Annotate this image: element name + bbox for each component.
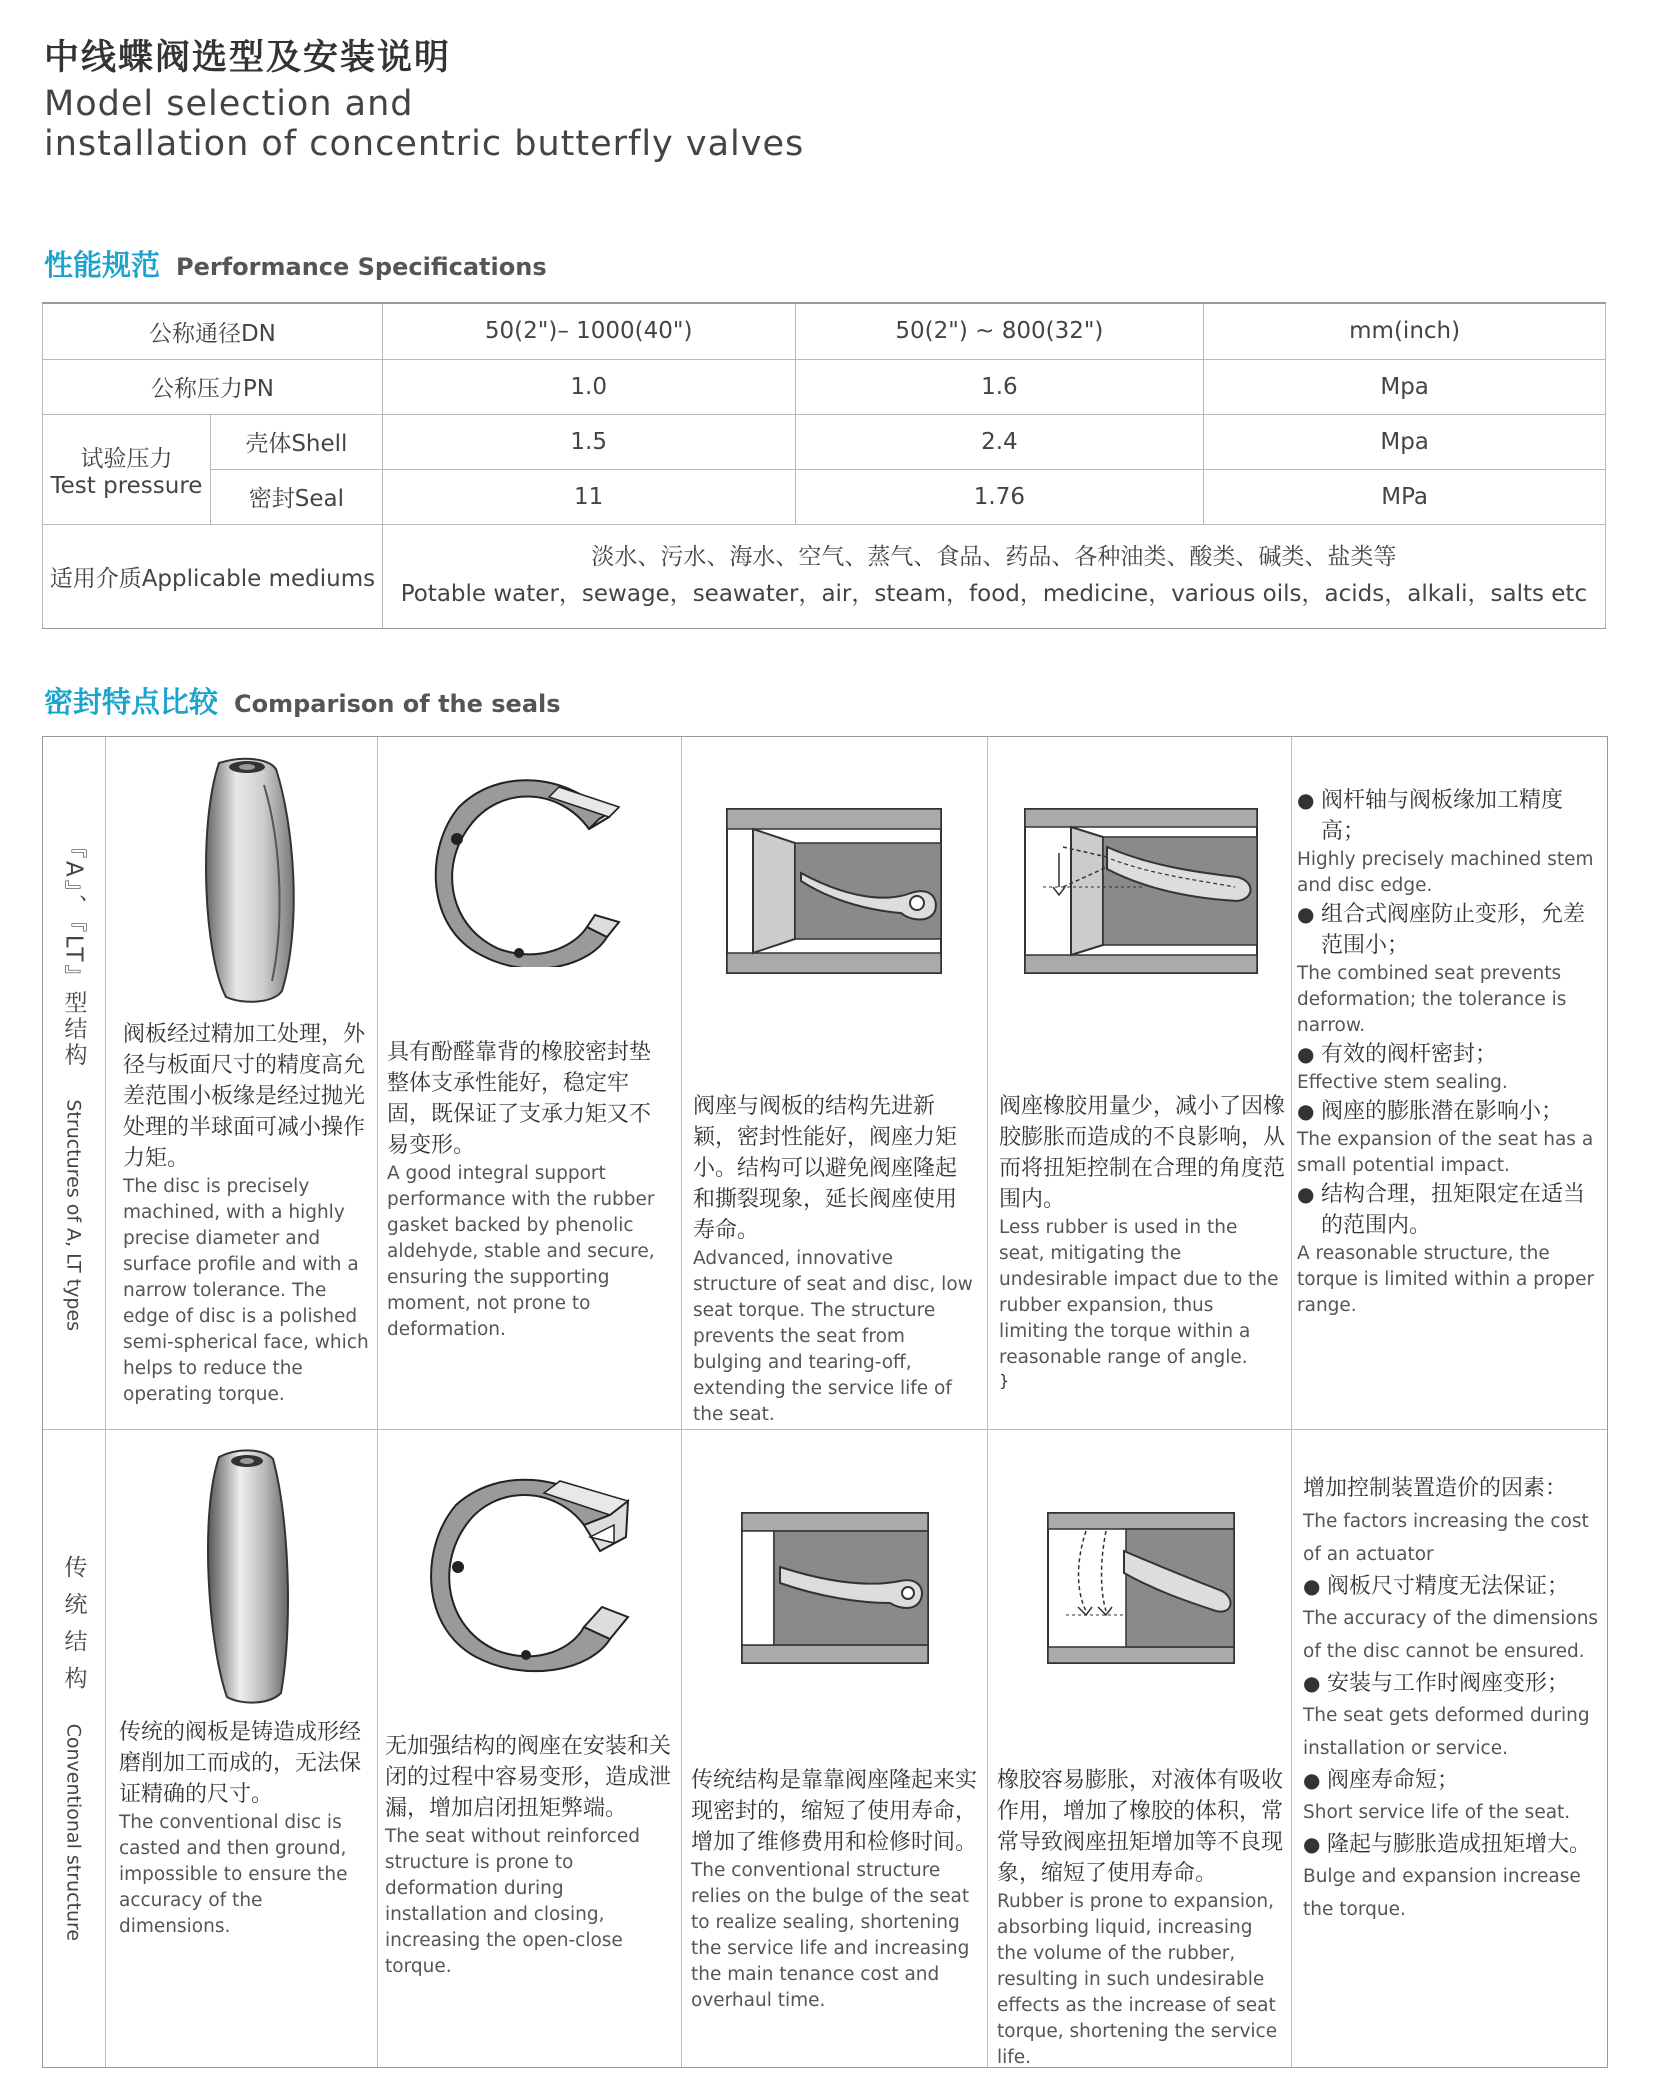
row-a-bullet-5-cn: ● 结构合理，扭矩限定在适当的范围内。 [1297,1179,1597,1241]
test-pressure-label [43,414,211,524]
dn-label: 公称通径DN [43,303,383,359]
comparison-heading [44,680,561,721]
row-b-disc-cn: 传统的阀板是铸造成形经磨削加工而成的，无法保证精确的尺寸。 [119,1720,362,1807]
row-medium [43,524,1606,628]
row-a-bullet-4 [1297,1096,1597,1179]
medium-en: Potable water，sewage，seawater，air，steam，food，medicine，various oils，acids，alkali，salts etc [400,581,1588,607]
row-a-section-cell [687,807,983,1428]
shell-unit: Mpa [1204,414,1606,469]
grid-divider [377,737,378,2067]
row-b-bullet-3-en: Short service life of the seat. [1303,1802,1571,1823]
row-b-bullet-2-cn: ● 安装与工作时阀座变形； [1303,1668,1599,1699]
seat-section-drawing [725,807,945,977]
row-a-summary-cell [1297,785,1597,1319]
row-a-seat-en: A good integral support performance with the rubber gasket backed by phenolic aldehyde, stable and secure, ensuring the supporting moment, not prone to deformation. [387,1163,655,1340]
row-a-seat-cell [381,767,677,1343]
row-b-intro-cn: 增加控制装置造价的因素： [1303,1476,1568,1501]
row-b-side-label [43,1429,105,2067]
seal-value-2: 1.76 [795,469,1204,524]
row-b-bullet-4 [1303,1829,1599,1926]
shell-label: 壳体Shell [210,414,382,469]
row-a-rubber-en: Less rubber is used in the seat, mitigating the undesirable impact due to the rubber expansion, thus limiting the torque within a reasonable range of angle. [999,1217,1279,1368]
row-b-bullet-4-cn: ● 隆起与膨胀造成扭矩增大。 [1303,1829,1599,1860]
dn-value-1: 50(2")– 1000(40") [382,303,795,359]
grid-divider [43,1429,1607,1430]
page-subtitle [44,84,804,164]
test-pressure-cn: 试验压力 [80,445,173,472]
row-b-rubber-en: Rubber is prone to expansion, absorbing liquid, increasing the volume of the rubber, resulting in such undesirable effects as the increase of seat torque, shortening the service life. [997,1891,1278,2068]
row-b-bullet-1-en: The accuracy of the dimensions of the disc cannot be ensured. [1303,1608,1599,1662]
row-a-bullet-3-en: Effective stem sealing. [1297,1072,1508,1093]
row-a-side-label [43,737,105,1429]
row-b-rubber-cn: 橡胶容易膨胀，对液体有吸收作用，增加了橡胶的体积，常常导致阀座扭矩增加等不良现象，缩短了使用寿命。 [997,1768,1284,1886]
shell-value-1: 1.5 [382,414,795,469]
grid-divider [681,737,682,2067]
seat-ring-drawing [419,767,639,967]
row-a-rubber-cell: 阀座橡胶用量少，减小了因橡胶膨胀而造成的不良影响，从而将扭矩控制在合理的角度范围内。 Less rubber is used in the seat, mitigating the undesirable impact due to the rubber expansion, thus limiting the torque within a reasonable range of angle. } [993,807,1289,1390]
shell-value-2: 2.4 [795,414,1204,469]
row-b-bullet-1 [1303,1571,1599,1668]
row-b-intro-en: The factors increasing the cost of an actuator [1303,1511,1589,1565]
row-a-seat-cn: 具有酚醛靠背的橡胶密封垫整体支承性能好，稳定牢固，既保证了支承力矩又不易变形。 [387,1040,652,1158]
comparison-heading-en: Comparison of the seals [234,690,561,718]
row-b-bullet-4-en: Bulge and expansion increase the torque. [1303,1866,1581,1920]
row-a-bullet-5-en: A reasonable structure, the torque is limited within a proper range. [1297,1243,1595,1316]
row-a-bullet-1 [1297,785,1597,899]
seat-section-drawing [740,1511,930,1665]
row-dn [43,303,1606,359]
row-b-side-cn: 传统结构 [60,1554,87,1703]
row-b-side-en: Conventional structure [62,1723,85,1942]
dn-unit: mm(inch) [1204,303,1606,359]
performance-heading [44,243,547,284]
row-shell [43,414,1606,469]
row-b-bullet-1-cn: ● 阀板尺寸精度无法保证； [1303,1571,1599,1602]
row-b-seat-en: The seat without reinforced structure is prone to deformation during installation and closing, increasing the open-close torque. [385,1826,640,1977]
row-b-bullet-2 [1303,1668,1599,1765]
comparison-heading-cn: 密封特点比较 [44,685,219,719]
row-a-bullet-1-en: Highly precisely machined stem and disc edge. [1297,849,1594,896]
row-a-side-text [58,835,91,1331]
row-b-summary-cell [1303,1472,1599,1926]
medium-values [382,524,1605,628]
seal-label: 密封Seal [210,469,382,524]
row-b-disc-en: The conventional disc is casted and then ground, impossible to ensure the accuracy of the dimensions. [119,1812,348,1937]
row-a-section-en: Advanced, innovative structure of seat and disc, low seat torque. The structure prevents the seat from bulging and tearing-off, extending the service life of the seat. [693,1248,973,1425]
rubber-section-drawing [1046,1511,1236,1665]
row-a-bullet-5 [1297,1179,1597,1319]
row-b-bullet-2-en: The seat gets deformed during installation or service. [1303,1705,1590,1759]
seal-value-1: 11 [382,469,795,524]
performance-heading-cn: 性能规范 [44,248,161,282]
row-b-bullet-3-cn: ● 阀座寿命短； [1303,1765,1599,1796]
row-b-disc-cell [115,1447,373,1940]
disc-drawing [169,1447,319,1707]
seat-ring-drawing [414,1467,644,1677]
comparison-grid [42,736,1608,2068]
dn-value-2: 50(2") ~ 800(32") [795,303,1204,359]
row-a-bullet-4-cn: ● 阀座的膨胀潜在影响小； [1297,1096,1597,1127]
pn-label: 公称压力PN [43,359,383,414]
row-a-bullet-1-cn: ● 阀杆轴与阀板缘加工精度高； [1297,785,1597,847]
row-pn [43,359,1606,414]
pn-value-2: 1.6 [795,359,1204,414]
row-b-section-cell [687,1511,983,2014]
row-a-disc-cell [115,755,373,1408]
row-b-section-en: The conventional structure relies on the bulge of the seat to realize sealing, shortening the service life and increasing the main tenance cost and overhaul time. [691,1860,970,2011]
row-b-rubber-cell [993,1511,1289,2071]
row-a-bullet-3 [1297,1039,1597,1096]
medium-cn: 淡水、污水、海水、空气、蒸气、食品、药品、各种油类、酸类、碱类、盐类等 [591,544,1397,570]
page-title: 中线蝶阀选型及安装说明 [44,38,452,78]
row-a-bullet-3-cn: ● 有效的阀杆密封； [1297,1039,1597,1070]
row-a-side-en: Structures of A, LT types [62,1099,85,1332]
row-b-seat-cn: 无加强结构的阀座在安装和关闭的过程中容易变形，造成泄漏，增加启闭扭矩弊端。 [385,1734,672,1821]
row-a-bullet-4-en: The expansion of the seat has a small potential impact. [1297,1129,1594,1176]
subtitle-line-1: Model selection and [44,84,414,124]
pn-unit: Mpa [1204,359,1606,414]
row-b-side-text [58,1555,91,1941]
row-a-bullet-2-en: The combined seat prevents deformation; the tolerance is narrow. [1297,963,1567,1036]
grid-divider [987,737,988,2067]
seal-unit: MPa [1204,469,1606,524]
row-b-bullet-3 [1303,1765,1599,1829]
row-a-section-cn: 阀座与阀板的结构先进新颖，密封性能好，阀座力矩小。结构可以避免阀座隆起和撕裂现象，延长阀座使用寿命。 [693,1094,958,1243]
medium-label: 适用介质Applicable mediums [43,524,383,628]
performance-table [42,302,1606,629]
rubber-section-drawing [1023,807,1259,977]
test-pressure-en: Test pressure [50,472,203,499]
disc-drawing [164,755,324,1005]
subtitle-line-2: installation of concentric butterfly valves [44,124,805,164]
grid-divider [105,737,106,2067]
performance-heading-en: Performance Specifications [176,253,547,281]
row-a-bullet-2 [1297,899,1597,1039]
row-b-section-cn: 传统结构是靠靠阀座隆起来实现密封的，缩短了使用寿命，增加了维修费用和检修时间。 [691,1768,978,1855]
row-seal [43,469,1606,524]
row-a-rubber-cn: 阀座橡胶用量少，减小了因橡胶膨胀而造成的不良影响，从而将扭矩控制在合理的角度范围内。 [999,1094,1286,1212]
row-b-seat-cell [381,1467,677,1980]
row-a-disc-en: The disc is precisely machined, with a highly precise diameter and surface profile and with a narrow tolerance. The edge of disc is a polished semi-spherical face, which helps to reduce the operating torque. [123,1176,369,1405]
pn-value-1: 1.0 [382,359,795,414]
grid-divider [1291,737,1292,2067]
row-a-side-cn: 『A』、『LT』型结构 [60,834,87,1069]
row-a-bullet-2-cn: ● 组合式阀座防止变形，允差范围小； [1297,899,1597,961]
row-a-disc-cn: 阀板经过精加工处理，外径与板面尺寸的精度高允差范围小板缘是经过抛光处理的半球面可减小操作力矩。 [123,1022,366,1171]
